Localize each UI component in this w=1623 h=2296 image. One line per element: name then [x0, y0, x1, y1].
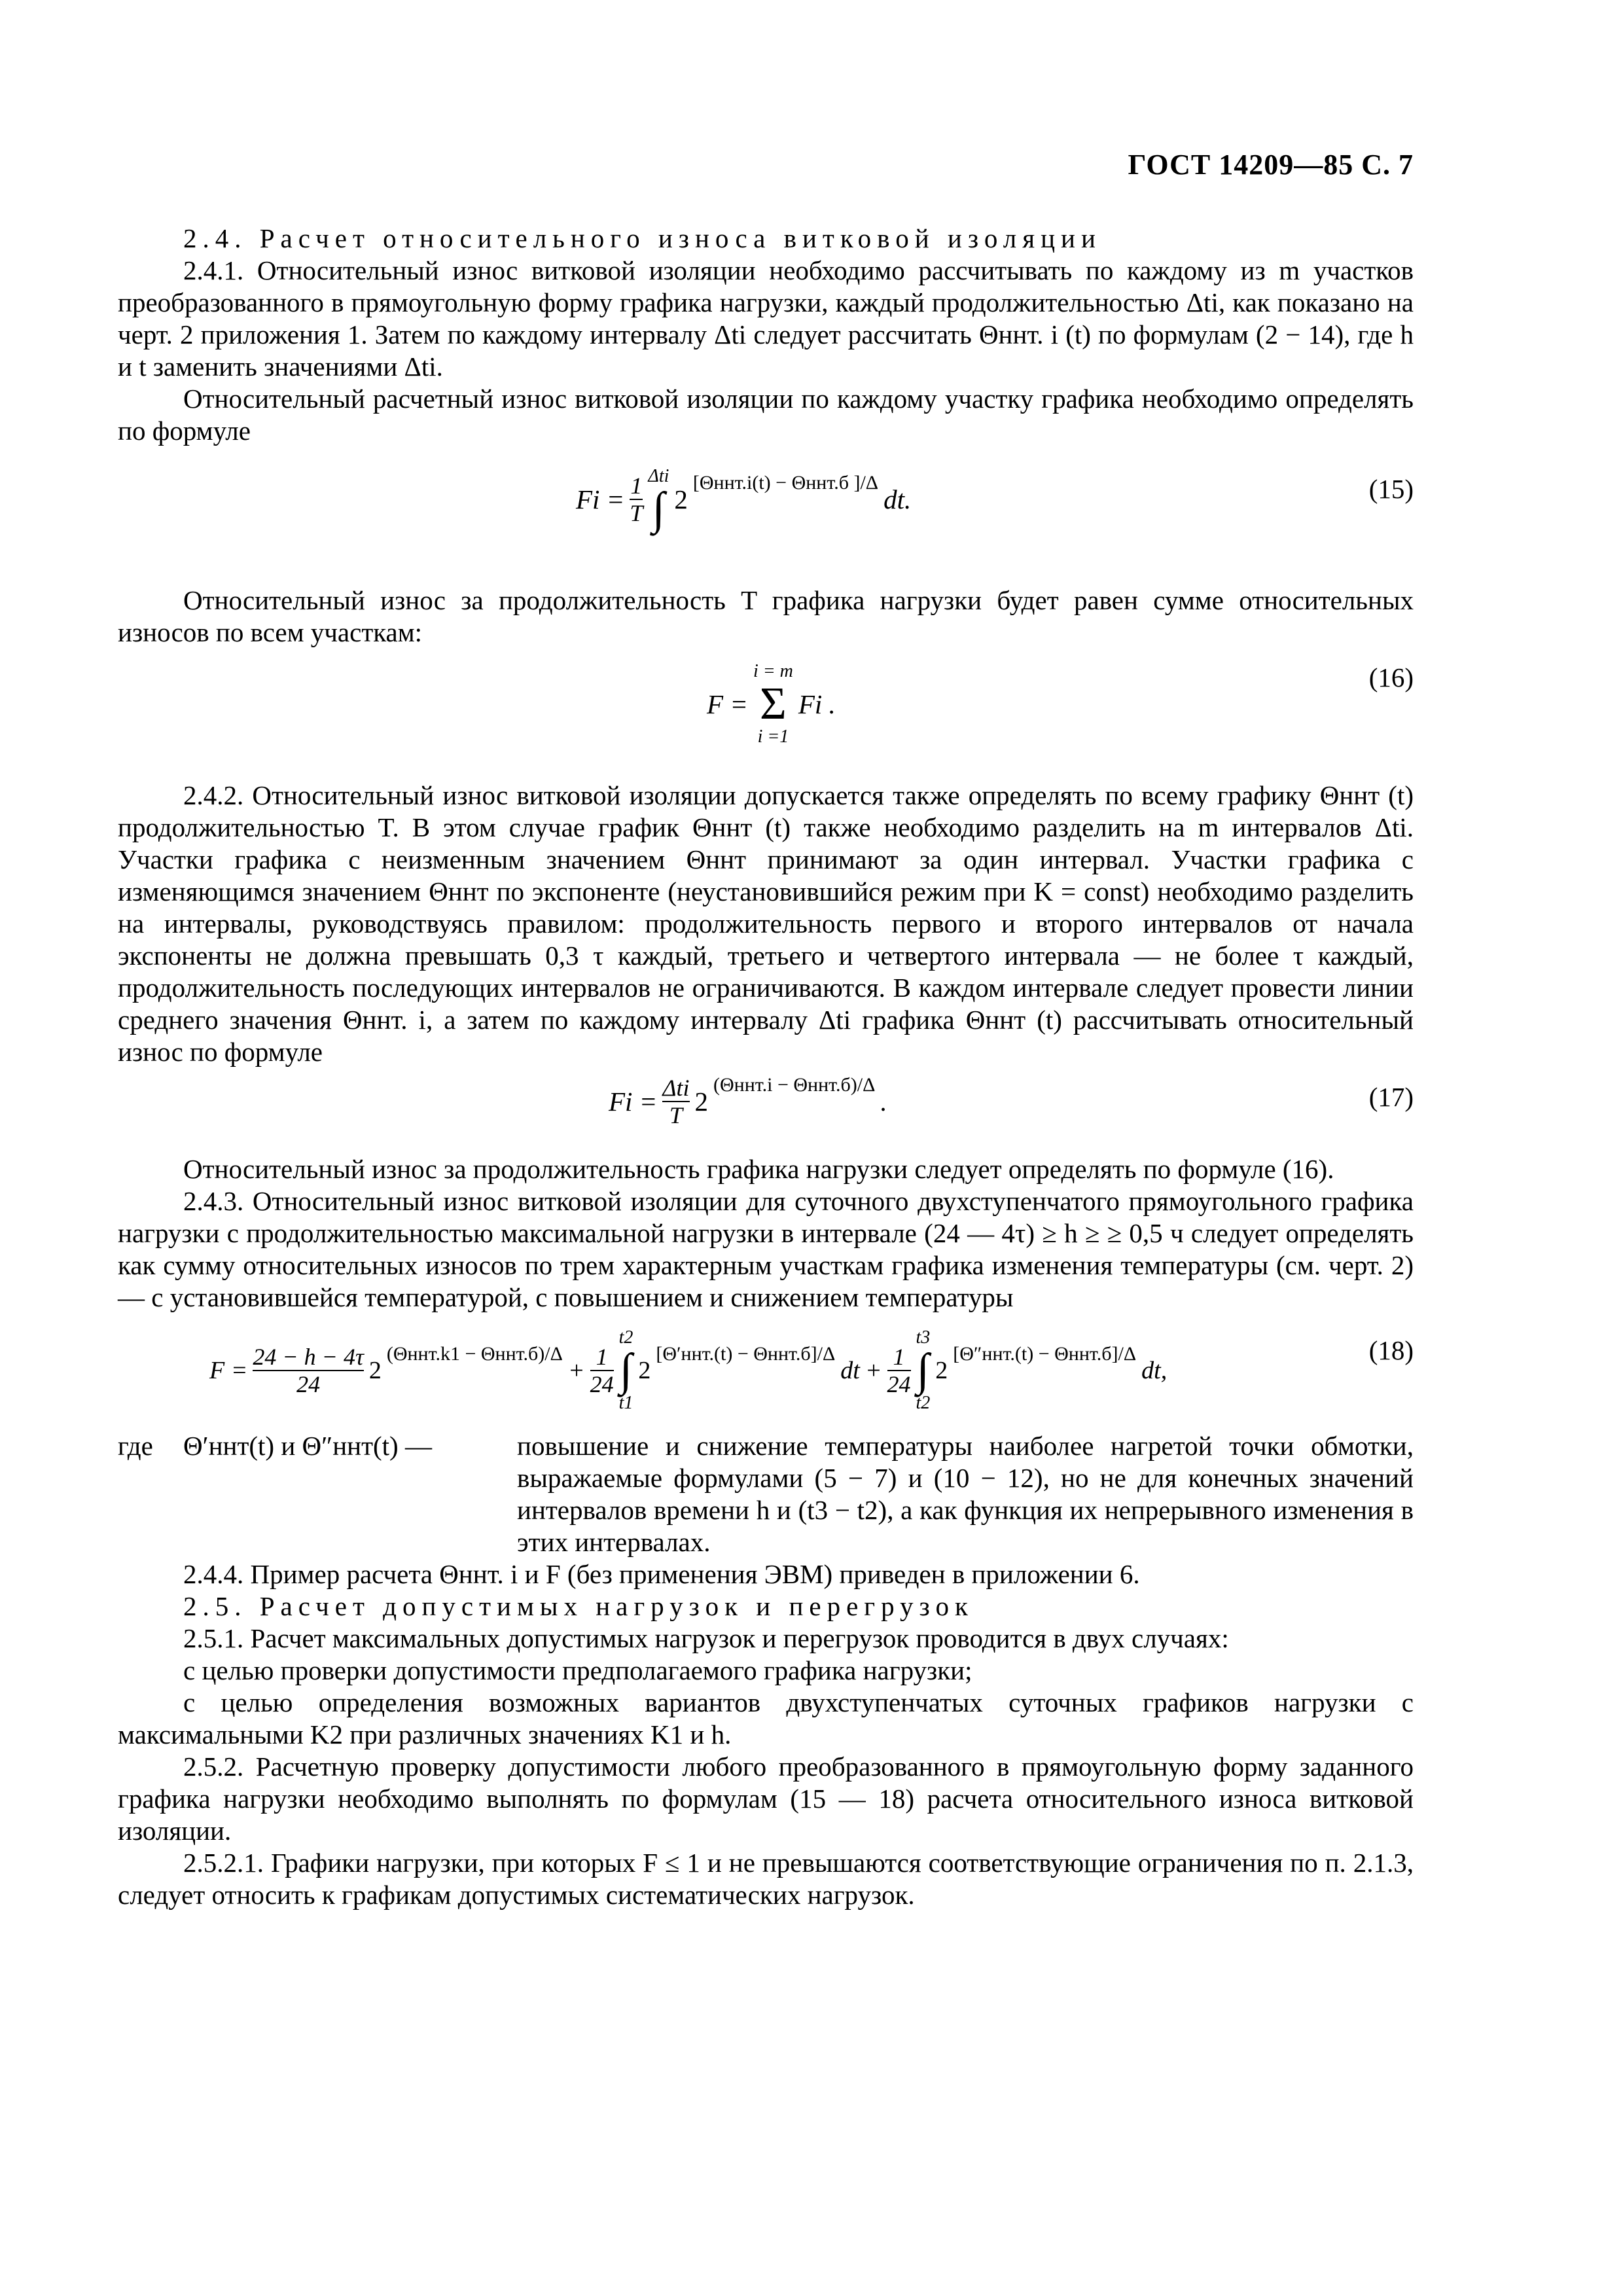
exponent: [Θ″ннт.(t) − Θннт.б]/Δ	[953, 1342, 1137, 1365]
power-base: 2	[638, 1356, 651, 1384]
exponent: [Θ′ннт.(t) − Θннт.б]/Δ	[656, 1342, 836, 1365]
integral-upper: Δti	[648, 466, 669, 486]
where-symbols: Θ′ннт(t) и Θ″ннт(t) —	[183, 1431, 432, 1461]
sum-operator	[753, 662, 793, 747]
denominator: T	[669, 1102, 683, 1128]
formula-lhs: Fi =	[576, 484, 625, 514]
paragraph-2-4-2: 2.4.2. Относительный износ витковой изоляции допускается также определять по всему графику Θннт (t) продолжительностью T. В этом случае график Θннт (t) также необходимо разделить на m интервалов Δti. Участки графика с неизменным значением Θннт принимают за один интервал. Участки графика с изменяющимся значением Θннт по экспоненте (неустановившийся режим при K = const) необходимо разделить на интервалы, руководствуясь правилом: продолжительность первого и второго интервалов от начала экспоненты не должна превышать 0,3 τ каждый, третьего и четвертого интервала — не более τ каждый, продолжительность последующих интервалов не ограничиваются. В каждом интервале следует провести линии среднего значения Θннт. i, а затем по каждому интервалу Δti графика Θннт (t) рассчитывать относительный износ по формуле	[118, 780, 1414, 1067]
fraction	[887, 1344, 911, 1397]
paragraph: Относительный расчетный износ витковой изоляции по каждому участку графика необходимо определять по формуле	[118, 384, 1414, 446]
integral-lower: t2	[916, 1393, 931, 1413]
fraction	[590, 1344, 614, 1397]
integral-lower: t1	[618, 1393, 633, 1413]
formula-tail: .	[880, 1086, 887, 1117]
differential: dt,	[1141, 1356, 1168, 1384]
paragraph-2-5-2-1: 2.5.2.1. Графики нагрузки, при которых F ≤ 1 и не превышаются соответствующие ограничения по п. 2.1.3, следует относить к графикам допустимых систематических нагрузок.	[118, 1848, 1414, 1910]
differential: dt	[840, 1356, 860, 1384]
exponent: (Θннт.i − Θннт.б)/Δ	[713, 1073, 876, 1096]
fraction	[630, 473, 643, 526]
paragraph: с целью проверки допустимости предполагаемого графика нагрузки;	[183, 1655, 972, 1685]
plus-sign: +	[865, 1356, 882, 1384]
sum-term: Fi .	[798, 689, 836, 719]
fraction	[662, 1075, 689, 1128]
sum-upper: i = m	[753, 661, 793, 681]
denominator: 24	[296, 1371, 321, 1397]
exponent: [Θннт.i(t) − Θннт.б ]/Δ	[692, 471, 879, 493]
power-base: 2	[674, 484, 688, 514]
formula-lhs: F =	[209, 1356, 248, 1384]
integral-upper: t2	[618, 1327, 633, 1348]
paragraph: Относительный износ за продолжительность T графика нагрузки будет равен сумме относительных износов по всем участкам:	[118, 585, 1414, 647]
where-label: где	[118, 1431, 153, 1461]
numerator: 1	[893, 1344, 905, 1370]
fraction	[253, 1344, 363, 1397]
formula-lhs: Fi =	[609, 1086, 658, 1117]
paragraph-2-4-1: 2.4.1. Относительный износ витковой изоляции необходимо рассчитывать по каждому из m участков преобразованного в прямоугольную форму графика нагрузки, каждый продолжительностью Δti, как показано на черт. 2 приложения 1. Затем по каждому интервалу Δti следует рассчитать Θннт. i (t) по формулам (2 − 14), где h и t заменить значениями Δti.	[118, 255, 1414, 382]
integral: t2 ∫ t1	[618, 1327, 633, 1413]
paragraph-2-4-4: 2.4.4. Пример расчета Θннт. i и F (без применения ЭВМ) приведен в приложении 6.	[183, 1559, 1140, 1589]
numerator: 1	[596, 1344, 608, 1370]
page-header: ГОСТ 14209—85 С. 7	[1128, 149, 1414, 181]
paragraph: с целью определения возможных вариантов двухступенчатых суточных графиков нагрузки с максимальными K2 при различных значениях K1 и h.	[118, 1687, 1414, 1749]
integral: t3 ∫ t2	[916, 1327, 931, 1413]
power-base: 2	[935, 1356, 948, 1384]
exponent: (Θннт.k1 − Θннт.б)/Δ	[386, 1342, 563, 1365]
sum-lower: i =1	[757, 726, 789, 747]
formula-lhs: F =	[707, 689, 748, 719]
denominator: 24	[590, 1371, 614, 1397]
where-text: повышение и снижение температуры наиболее нагретой точки обмотки, выражаемые формулами (5 − 7) и (10 − 12), но не для конечных значений интервалов времени h и (t3 − t2), а как функция их непрерывного изменения в этих интервалах.	[517, 1431, 1414, 1557]
paragraph-2-4-3: 2.4.3. Относительный износ витковой изоляции для суточного двухступенчатого прямоугольного графика нагрузки с продолжительностью максимальной нагрузки в интервале (24 — 4τ) ≥ h ≥ ≥ 0,5 ч следует определять как сумму относительных износов по трем характерным участкам графика изменения температуры (см. черт. 2) — с установившейся температурой, с повышением и снижением температуры	[118, 1186, 1414, 1312]
denominator: 24	[887, 1371, 911, 1397]
paragraph-2-5-1: 2.5.1. Расчет максимальных допустимых нагрузок и перегрузок проводится в двух случаях:	[183, 1623, 1229, 1653]
section-heading-2-4: 2.4. Расчет относительного износа витковой изоляции	[183, 223, 1101, 253]
formula-18	[118, 1321, 1414, 1426]
where-clause	[118, 1430, 1414, 1558]
paragraph: Относительный износ за продолжительность графика нагрузки следует определять по формуле (16).	[183, 1154, 1334, 1184]
document-body	[118, 223, 1414, 1911]
formula-15	[118, 454, 1414, 584]
formula-number: (17)	[1368, 1082, 1414, 1112]
power-base: 2	[694, 1086, 708, 1117]
formula-number: (18)	[1368, 1335, 1414, 1365]
integral-upper: t3	[916, 1327, 931, 1348]
differential: dt.	[883, 484, 912, 514]
numerator: 1	[630, 473, 643, 499]
numerator: 24 − h − 4τ	[253, 1344, 364, 1370]
power-base: 2	[368, 1356, 382, 1384]
paragraph-2-5-2: 2.5.2. Расчетную проверку допустимости любого преобразованного в прямоугольную форму заданного графика нагрузки необходимо выполнять по формулам (15 — 18) расчета относительного износа витковой изоляции.	[118, 1751, 1414, 1846]
integral: Δti ∫	[648, 466, 669, 534]
formula-number: (15)	[1368, 474, 1414, 504]
sum-symbol: Σ	[760, 679, 787, 729]
section-heading-2-5: 2.5. Расчет допустимых нагрузок и перегрузок	[183, 1591, 974, 1621]
plus-sign: +	[567, 1356, 585, 1384]
formula-17	[118, 1075, 1414, 1153]
numerator: Δti	[662, 1075, 690, 1101]
formula-16	[118, 655, 1414, 780]
formula-number: (16)	[1368, 662, 1414, 692]
denominator: T	[630, 500, 643, 526]
